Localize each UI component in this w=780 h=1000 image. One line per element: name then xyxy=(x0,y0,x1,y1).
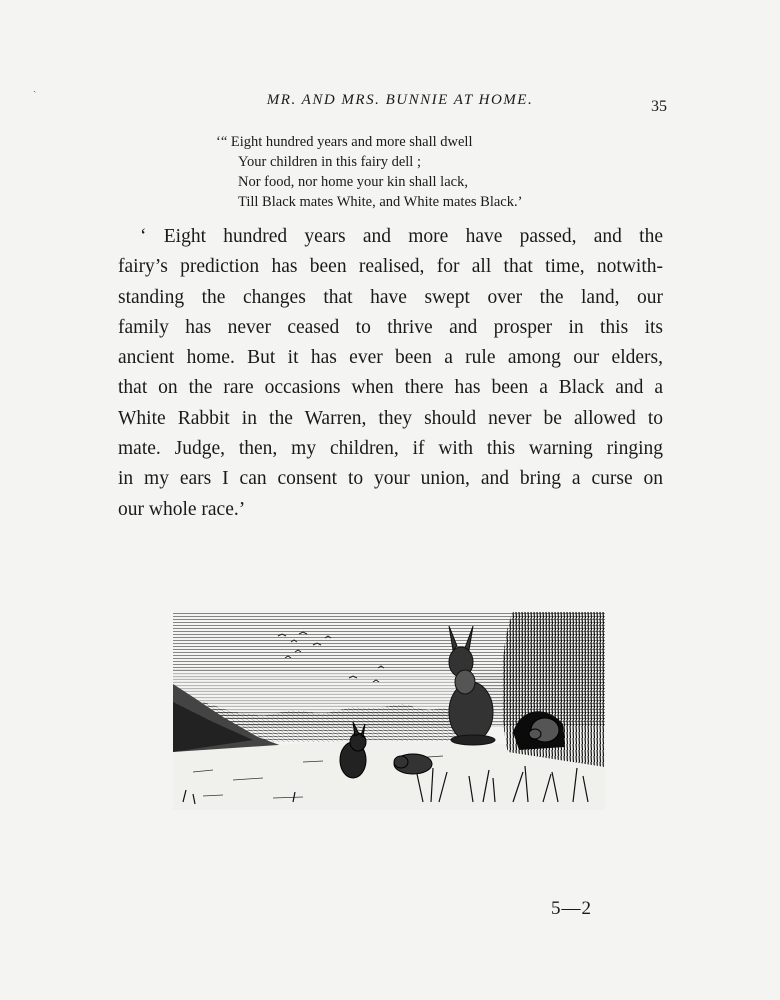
body-line: fairy’s prediction has been realised, for all that time, notwith- xyxy=(118,256,663,278)
signature-mark: 5—2 xyxy=(551,898,592,919)
verse-line: ‘“ Eight hundred years and more shall dwell xyxy=(216,134,473,150)
body-line: ancient home. But it has ever been a rule among our elders, xyxy=(118,347,663,369)
body-line: our whole race.’ xyxy=(118,498,246,520)
verse-line: Your children in this fairy dell ; xyxy=(238,154,421,170)
body-paragraph xyxy=(118,222,663,525)
running-title: MR. AND MRS. BUNNIE AT HOME. xyxy=(266,92,534,108)
margin-mark: ˎ xyxy=(33,82,37,93)
body-line: in my ears I can consent to your union, and bring a curse on xyxy=(118,468,663,490)
body-line: that on the rare occasions when there has been a Black and a xyxy=(118,377,663,399)
page-number: 35 xyxy=(651,98,667,115)
verse-line: Nor food, nor home your kin shall lack, xyxy=(238,174,468,190)
body-line: standing the changes that have swept over the land, our xyxy=(118,286,663,308)
crouching-rabbit xyxy=(394,754,432,774)
body-line: ‘ Eight hundred years and more have passed, and the xyxy=(140,226,663,247)
rabbit-engraving-illustration xyxy=(173,612,605,810)
body-line: mate. Judge, then, my children, if with this warning ringing xyxy=(118,438,663,460)
body-line: family has never ceased to thrive and prosper in this its xyxy=(118,316,663,338)
verse-block xyxy=(216,132,522,212)
verse-line: Till Black mates White, and White mates Black.’ xyxy=(238,194,523,210)
body-line: White Rabbit in the Warren, they should never be allowed to xyxy=(118,407,663,429)
